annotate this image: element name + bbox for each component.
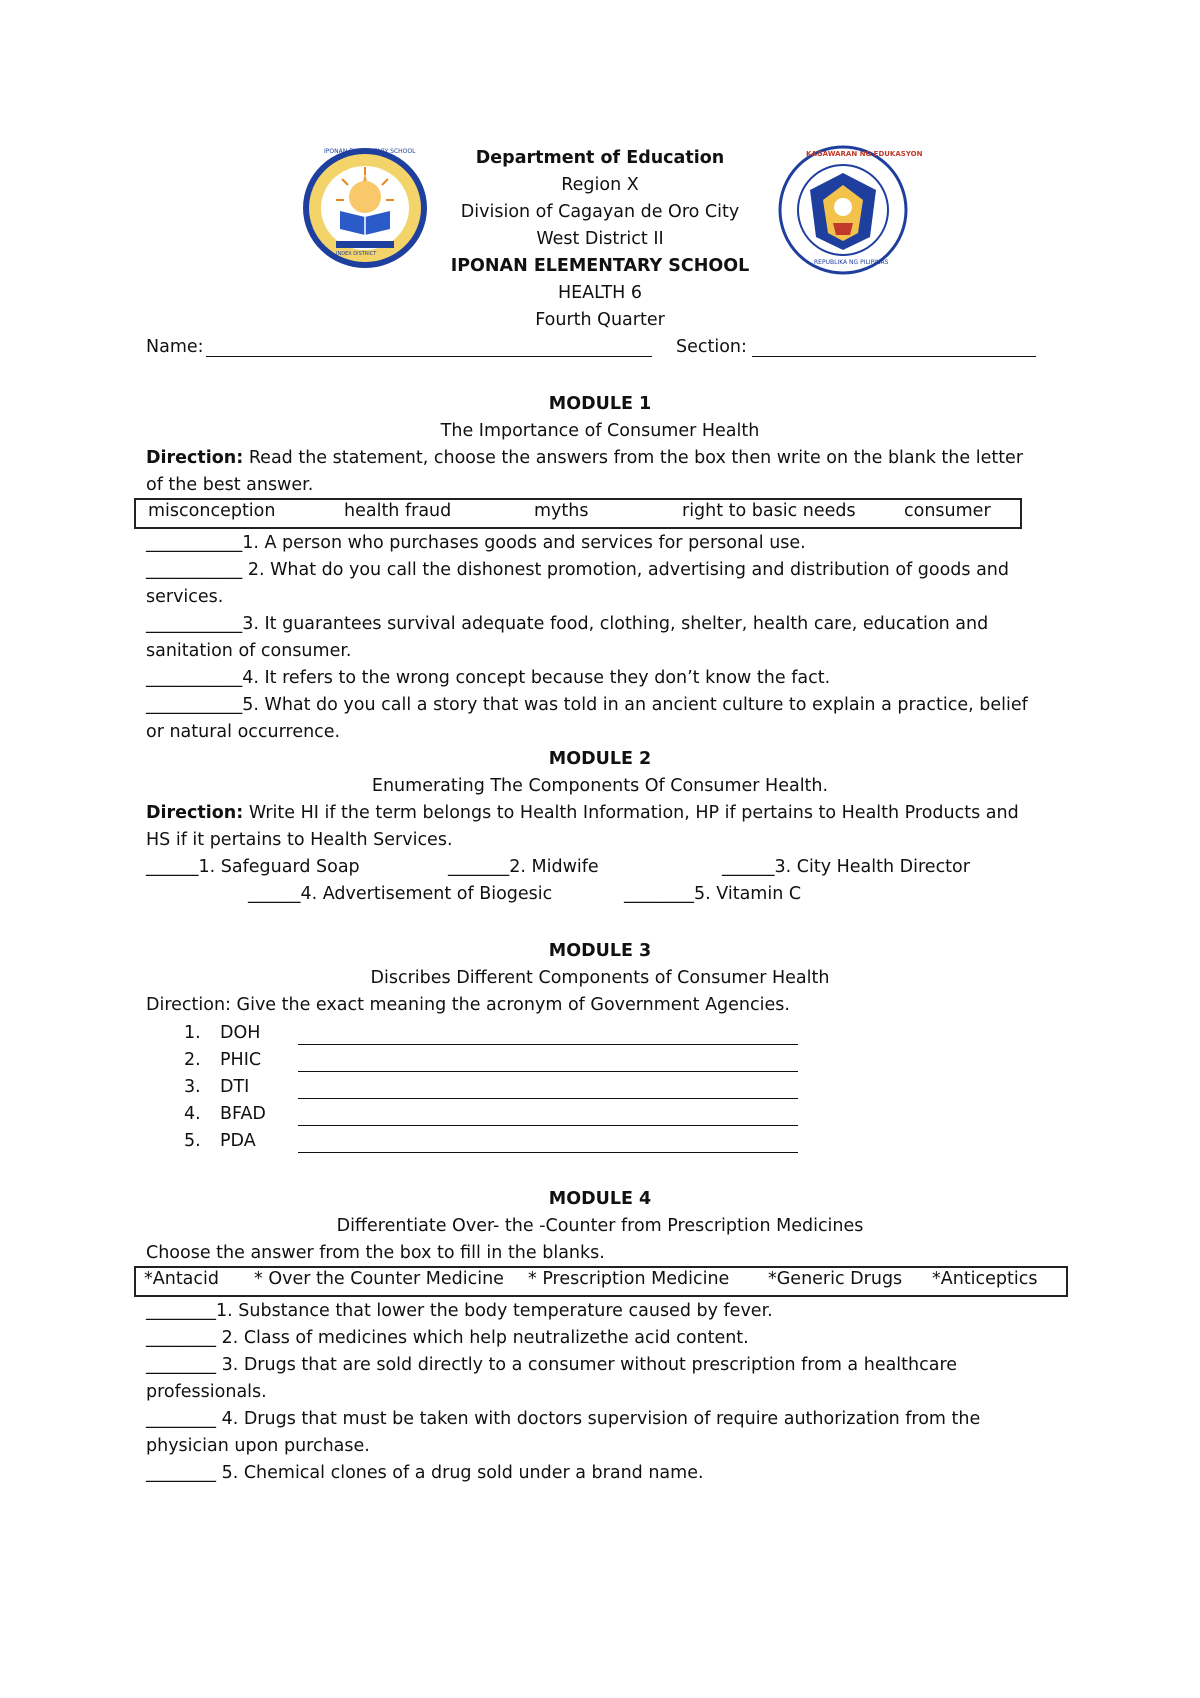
module4-item bbox=[146, 1406, 980, 1433]
choice-item: *Anticeptics bbox=[932, 1269, 1038, 1289]
module1-item bbox=[146, 611, 988, 638]
module4-choice-box bbox=[134, 1266, 1068, 1297]
module3-title: MODULE 3 bbox=[548, 941, 652, 961]
module2-item bbox=[146, 854, 360, 881]
item-text: 3. City Health Director bbox=[774, 857, 970, 877]
answer-line[interactable] bbox=[298, 1125, 798, 1126]
item-number: 5. bbox=[184, 1131, 201, 1151]
answer-blank[interactable]: ___________ bbox=[146, 614, 243, 634]
answer-blank[interactable]: ___________ bbox=[146, 695, 243, 715]
item-number: 3. bbox=[184, 1077, 201, 1097]
choice-item: * Over the Counter Medicine bbox=[254, 1269, 504, 1289]
choice-item: * Prescription Medicine bbox=[528, 1269, 730, 1289]
module1-subtitle: The Importance of Consumer Health bbox=[440, 421, 760, 441]
module1-item-cont: services. bbox=[146, 587, 224, 607]
answer-blank[interactable]: ________ bbox=[624, 884, 694, 904]
question-text: 4. Drugs that must be taken with doctors supervision of require authorization from the bbox=[216, 1409, 981, 1429]
module4-subtitle: Differentiate Over- the -Counter from Prescription Medicines bbox=[336, 1216, 864, 1236]
module2-item bbox=[722, 854, 970, 881]
choice-item: health fraud bbox=[344, 501, 452, 521]
answer-blank[interactable]: _______ bbox=[448, 857, 510, 877]
module1-item bbox=[146, 692, 1028, 719]
module1-item-cont: sanitation of consumer. bbox=[146, 641, 352, 661]
module4-item bbox=[146, 1460, 704, 1487]
item-term: PHIC bbox=[220, 1050, 262, 1070]
item-term: BFAD bbox=[220, 1104, 266, 1124]
module2-subtitle: Enumerating The Components Of Consumer Health. bbox=[371, 776, 829, 796]
module1-item bbox=[146, 530, 806, 557]
item-text: 2. Midwife bbox=[509, 857, 599, 877]
choice-item: myths bbox=[534, 501, 589, 521]
module1-title: MODULE 1 bbox=[548, 394, 652, 414]
question-text: 3. Drugs that are sold directly to a consumer without prescription from a healthcare bbox=[216, 1355, 958, 1375]
item-text: 4. Advertisement of Biogesic bbox=[300, 884, 553, 904]
module1-direction-cont: of the best answer. bbox=[146, 475, 314, 495]
answer-line[interactable] bbox=[298, 1098, 798, 1099]
answer-blank[interactable]: ___________ bbox=[146, 533, 243, 553]
answer-blank[interactable]: ______ bbox=[722, 857, 775, 877]
module4-title: MODULE 4 bbox=[548, 1189, 652, 1209]
question-text: 1. Substance that lower the body temperature caused by fever. bbox=[216, 1301, 773, 1321]
direction-text: Read the statement, choose the answers from the box then write on the blank the letter bbox=[243, 448, 1024, 468]
module2-item bbox=[248, 881, 552, 908]
module4-item bbox=[146, 1298, 773, 1325]
header-region: Region X bbox=[561, 175, 639, 195]
question-text: 5. Chemical clones of a drug sold under a brand name. bbox=[216, 1463, 704, 1483]
item-number: 2. bbox=[184, 1050, 201, 1070]
choice-item: *Generic Drugs bbox=[768, 1269, 903, 1289]
module3-item bbox=[184, 1101, 266, 1128]
question-text: 2. What do you call the dishonest promotion, advertising and distribution of goods and bbox=[242, 560, 1009, 580]
answer-blank[interactable]: ________ bbox=[146, 1328, 216, 1348]
header-subject: HEALTH 6 bbox=[557, 283, 643, 303]
module3-subtitle: Discribes Different Components of Consumer Health bbox=[370, 968, 830, 988]
module4-item bbox=[146, 1325, 749, 1352]
question-text: 3. It guarantees survival adequate food, clothing, shelter, health care, education and bbox=[242, 614, 989, 634]
module2-title: MODULE 2 bbox=[548, 749, 652, 769]
answer-blank[interactable]: ________ bbox=[146, 1355, 216, 1375]
module1-item bbox=[146, 665, 830, 692]
module3-item bbox=[184, 1047, 262, 1074]
item-term: DTI bbox=[220, 1077, 250, 1097]
answer-line[interactable] bbox=[298, 1152, 798, 1153]
answer-blank[interactable]: ___________ bbox=[146, 560, 243, 580]
header-dept: Department of Education bbox=[475, 148, 725, 168]
module3-direction: Direction: Give the exact meaning the acronym of Government Agencies. bbox=[146, 995, 790, 1015]
header-district: West District II bbox=[536, 229, 664, 249]
module1-direction bbox=[146, 445, 1023, 472]
module3-item bbox=[184, 1074, 250, 1101]
header-division: Division of Cagayan de Oro City bbox=[460, 202, 740, 222]
answer-line[interactable] bbox=[298, 1071, 798, 1072]
choice-item: *Antacid bbox=[144, 1269, 219, 1289]
header-quarter: Fourth Quarter bbox=[535, 310, 665, 330]
module4-direction: Choose the answer from the box to fill in the blanks. bbox=[146, 1243, 605, 1263]
section-field[interactable] bbox=[752, 356, 1036, 357]
deped-seal-bottom-text: REPUBLIKA NG PILIPINAS bbox=[814, 259, 889, 266]
name-label: Name: bbox=[146, 337, 204, 357]
direction-label: Direction: bbox=[146, 803, 244, 823]
item-number: 1. bbox=[184, 1023, 201, 1043]
direction-text: Write HI if the term belongs to Health Information, HP if pertains to Health Products and bbox=[243, 803, 1019, 823]
module4-item-cont: professionals. bbox=[146, 1382, 267, 1402]
answer-blank[interactable]: ________ bbox=[146, 1301, 216, 1321]
name-field[interactable] bbox=[206, 356, 652, 357]
answer-blank[interactable]: ______ bbox=[146, 857, 199, 877]
module2-item bbox=[448, 854, 599, 881]
module2-direction bbox=[146, 800, 1019, 827]
module1-choice-box bbox=[134, 498, 1022, 529]
question-text: 5. What do you call a story that was told in an ancient culture to explain a practice, belief bbox=[242, 695, 1028, 715]
choice-item: right to basic needs bbox=[682, 501, 856, 521]
module3-item bbox=[184, 1020, 261, 1047]
item-text: 1. Safeguard Soap bbox=[198, 857, 360, 877]
item-text: 5. Vitamin C bbox=[694, 884, 802, 904]
question-text: 4. It refers to the wrong concept because they don’t know the fact. bbox=[242, 668, 831, 688]
module4-item bbox=[146, 1352, 957, 1379]
module3-item bbox=[184, 1128, 256, 1155]
deped-seal-ring-text: KAGAWARAN NG EDUKASYON bbox=[806, 150, 923, 158]
answer-blank[interactable]: ________ bbox=[146, 1463, 216, 1483]
school-seal-caption: INDEX DISTRICT bbox=[336, 251, 377, 257]
answer-line[interactable] bbox=[298, 1044, 798, 1045]
section-label: Section: bbox=[676, 337, 747, 357]
module1-item bbox=[146, 557, 1009, 584]
header-school: IPONAN ELEMENTARY SCHOOL bbox=[450, 256, 750, 276]
direction-label: Direction: bbox=[146, 448, 244, 468]
module1-item-cont: or natural occurrence. bbox=[146, 722, 341, 742]
item-term: DOH bbox=[220, 1023, 261, 1043]
answer-blank[interactable]: ______ bbox=[248, 884, 301, 904]
module2-direction-cont: HS if it pertains to Health Services. bbox=[146, 830, 453, 850]
answer-blank[interactable]: ________ bbox=[146, 1409, 216, 1429]
question-text: 2. Class of medicines which help neutralizethe acid content. bbox=[216, 1328, 749, 1348]
item-term: PDA bbox=[220, 1131, 256, 1151]
item-number: 4. bbox=[184, 1104, 201, 1124]
choice-item: misconception bbox=[148, 501, 276, 521]
choice-item: consumer bbox=[904, 501, 991, 521]
module4-item-cont: physician upon purchase. bbox=[146, 1436, 370, 1456]
question-text: 1. A person who purchases goods and services for personal use. bbox=[242, 533, 806, 553]
school-seal-ring-text: IPONAN ELEMENTARY SCHOOL bbox=[324, 148, 416, 155]
module2-item bbox=[624, 881, 801, 908]
answer-blank[interactable]: ___________ bbox=[146, 668, 243, 688]
